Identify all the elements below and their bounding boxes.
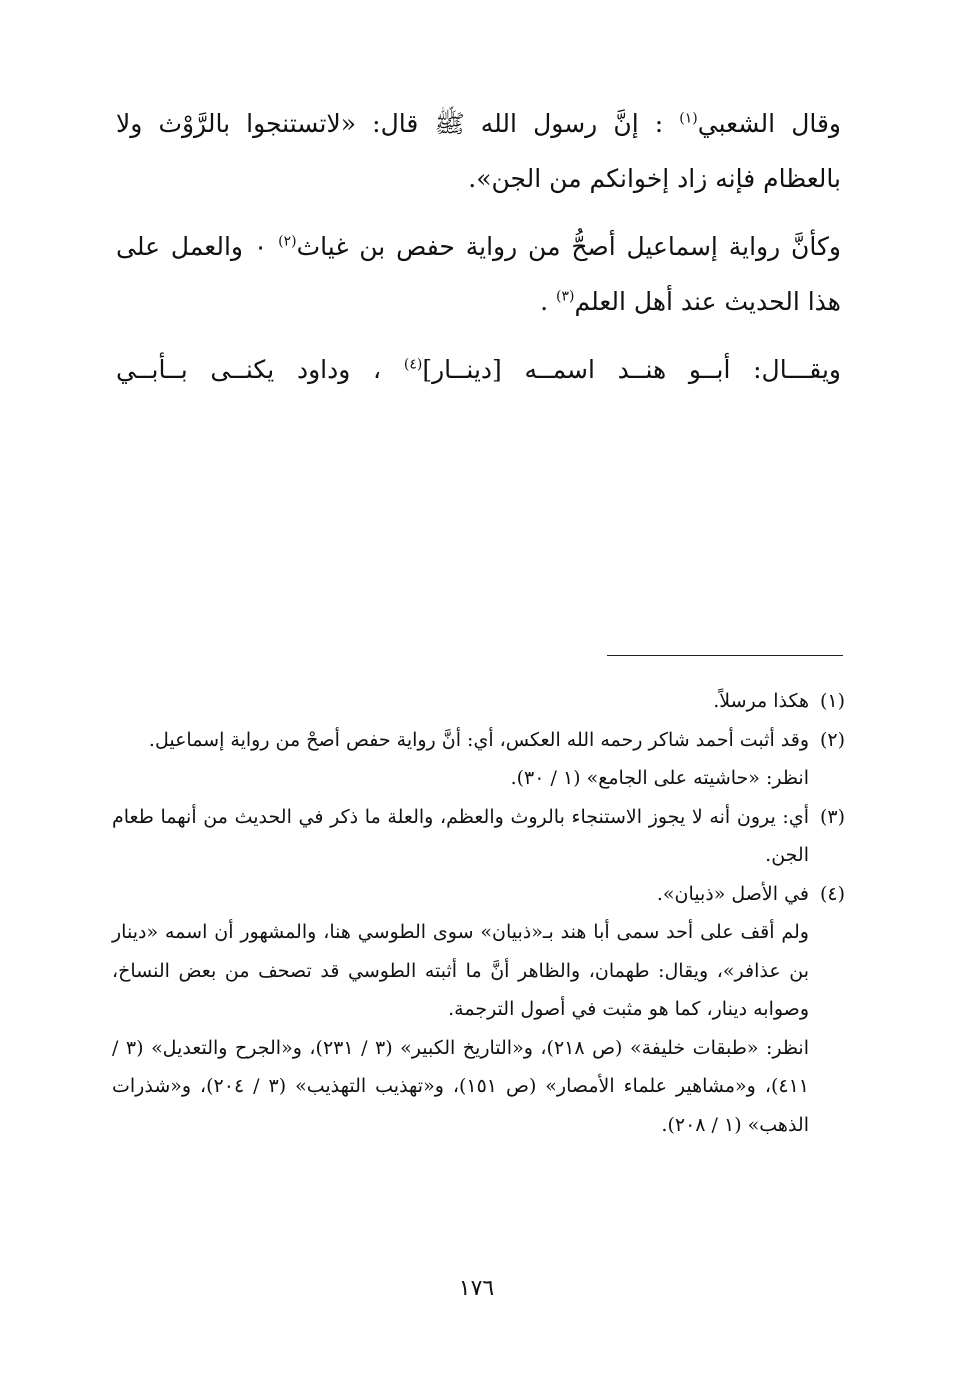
paragraph-1-text-a: وقال الشعبي — [697, 109, 841, 138]
paragraph-3 — [116, 342, 841, 397]
footnote-1-text: هكذا مرسلاً. — [713, 690, 809, 712]
footnote-4-text: في الأصل «ذبيان». — [656, 882, 809, 905]
footnote-1 — [112, 682, 845, 721]
footnote-2-reference: انظر: «حاشيته على الجامع» (١ / ٣٠). — [510, 767, 809, 789]
footnote-ref-2[interactable]: (٢) — [278, 233, 297, 250]
footnote-4 — [112, 875, 845, 914]
footnote-4-references: انظر: «طبقات خليفة» (ص ٢١٨)، و«التاريخ الكبير» (٣ / ٢٣١)، و«الجرح والتعديل» (٣ / ٤١١)، و«مشاهير علماء الأمصار» (ص ١٥١)، و«تهذيب التهذيب» (٣ / ٢٠٤)، و«شذرات الذهب» (١ / ٢٠٨). — [112, 1036, 809, 1136]
footnote-3 — [112, 798, 845, 875]
footnote-4-number: (٤) — [819, 882, 845, 905]
paragraph-3-text-b: ، وداود يكنــى بــأبــي — [116, 355, 404, 384]
paragraph-2-text-c: . — [540, 287, 556, 316]
footnote-separator — [607, 655, 843, 656]
footnote-ref-3[interactable]: (٣) — [555, 288, 575, 305]
main-text — [116, 96, 841, 410]
footnote-2-number: (٢) — [819, 728, 845, 751]
footnote-2 — [112, 721, 845, 798]
footnote-ref-4[interactable]: (٤) — [403, 356, 423, 373]
footnote-3-number: (٣) — [819, 805, 845, 828]
paragraph-2-text-a: وكأنَّ رواية إسماعيل أصحُّ من رواية حفص بن غياث — [296, 232, 842, 261]
footnote-3-text: أي: يرون أنه لا يجوز الاستنجاء بالروث والعظم، والعلة ما ذكر في الحديث من أنهما طعام الجن. — [112, 805, 809, 866]
paragraph-1 — [116, 96, 841, 206]
paragraph-2 — [116, 219, 841, 329]
footnote-2-text: وقد أثبت أحمد شاكر رحمه الله العكس، أي: أنَّ رواية حفص أصحْ من رواية إسماعيل. — [148, 728, 809, 751]
footnote-1-number: (١) — [819, 690, 845, 712]
footnote-ref-1[interactable]: (١) — [679, 110, 698, 127]
footnotes — [112, 682, 845, 1144]
paragraph-3-text-a: ويقـــال: أبــو هنــد اسمــه [دينــار] — [422, 355, 841, 384]
footnote-4-discussion: ولم أقف على أحد سمى أبا هند بـ«ذبيان» سوى الطوسي هنا، والمشهور أن اسمه «دينار بن عذافر»، ويقال: طهمان، والظاهر أنَّ ما أثبته الطوسي قد تصحف من بعض النساخ، وصوابه دينار، كما هو مثبت في أصول الترجمة. — [112, 921, 809, 1020]
footnote-2-body — [112, 721, 809, 798]
paragraph-1-text-b: : إنَّ رسول الله ﷺ قال: «لاتستنجوا بالرَّوْث ولا بالعظام فإنه زاد إخوانكم من الجن». — [116, 109, 841, 193]
page-number: ١٧٦ — [458, 1276, 495, 1301]
paragraph-2-text-b: ٠ والعمل على هذا الحديث عند أهل العلم — [116, 232, 841, 316]
